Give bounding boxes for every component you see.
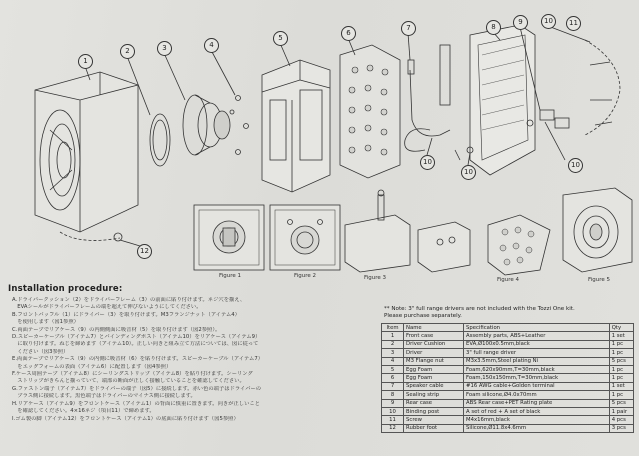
step-line: プラス側に接続します。黒色端子はドライバーのマイナス側に接続します。 [12, 393, 196, 400]
callout-10-right: 10 [568, 158, 583, 173]
header-item: Item [382, 324, 404, 332]
callout-10b: 10 [420, 155, 435, 170]
step-line: D.スピーカーケーブル（アイテム7）とバインディングポスト（アイテム10）をリアケース（アイテム9） [12, 334, 261, 341]
table-header-row [382, 324, 634, 332]
step-line: H.リアケース（アイテム9）をフロントケース（アイテム1）の背面に慎重に置きます。向きが正しいこと [12, 400, 260, 407]
cell: 10 [382, 407, 404, 415]
step-line: I.ゴム製の脚（アイテム12）をフロントケース（アイテム1）の底面に貼り付けます（図5参照） [12, 415, 239, 422]
cell: 1 pair [609, 407, 633, 415]
cell: 1 set [609, 382, 633, 390]
cell: 2 [382, 340, 404, 348]
header-name: Name [404, 324, 464, 332]
cell: 5 pcs [609, 399, 633, 407]
cell: Egg Foam [404, 365, 464, 373]
table-row [382, 382, 634, 390]
step-line: を使用します（図1参照） [12, 319, 79, 326]
step-line: EVAシールがドライバーフレームの端を超えて伸びないようにしてください。 [12, 304, 202, 311]
cell: Egg Foam [404, 374, 464, 382]
callout-10c: 10 [461, 165, 476, 180]
callout-1: 1 [78, 54, 93, 69]
cell: Rear case [404, 399, 464, 407]
cell: Screw [404, 416, 464, 424]
cell: Rubber foot [404, 424, 464, 432]
step-line: ください（図3参照） [12, 348, 69, 355]
step-line: G.ファストン端子（アイテム7）をドライバーの端子（図5）に接続します。赤い色の端子はドライバーの [12, 385, 262, 392]
cell: 5 [382, 365, 404, 373]
header-qty: Qty [609, 324, 633, 332]
cell: Speaker cable [404, 382, 464, 390]
table-row [382, 399, 634, 407]
header-specification: Specification [464, 324, 610, 332]
callout-4: 4 [204, 38, 219, 53]
cell: 12 [382, 424, 404, 432]
cell: ABS Rear case+PET Rating plate [464, 399, 610, 407]
cell: 4 [382, 357, 404, 365]
cell: Foam silicone,Ø4.0x70mm [464, 391, 610, 399]
step-line: A.ドライバークッション（2）をドライバーフレーム（3）の前面に貼り付けます。ネジ穴を揃え、 [12, 297, 246, 303]
note-line-1: ** Note: 3" full range drivers are not included with the Tozzi One kit. [384, 306, 575, 312]
callout-10: 10 [541, 14, 556, 29]
figure-2-label: Figure 2 [294, 273, 317, 279]
step-line: F.ケース周囲テープ（アイテム8）にシーリングストリップ（アイテム8）を貼り付けます。シーリング [12, 371, 253, 378]
cell: 1 pc [609, 365, 633, 373]
figure-4-label: Figure 4 [497, 277, 520, 283]
cell: A set of red + A set of black [464, 407, 610, 415]
callout-5: 5 [273, 31, 288, 46]
cell: 6 [382, 374, 404, 382]
cell: Foam,150x150mm,T=30mm,black [464, 374, 610, 382]
note-line-2: Please purchase separately. [384, 313, 462, 320]
cell: 3 pcs [609, 424, 633, 432]
callout-6: 6 [341, 26, 356, 41]
table-row [382, 391, 634, 399]
step-line: を確認してください。4×16ネジ（項目11）で締めます。 [12, 408, 155, 415]
table-row [382, 357, 634, 365]
cell: 1 pc [609, 340, 633, 348]
cell: M4x16mm,black [464, 416, 610, 424]
cell: M3 Flange nut [404, 357, 464, 365]
table-row [382, 416, 634, 424]
cell: 9 [382, 399, 404, 407]
cell: Binding post [404, 407, 464, 415]
cell: 3 [382, 349, 404, 357]
table-row [382, 407, 634, 415]
table-row [382, 424, 634, 432]
driver-note [384, 306, 634, 321]
cell: Front case [404, 332, 464, 340]
table-row [382, 374, 634, 382]
front-case-drawing [35, 72, 138, 232]
figure-5-label: Figure 5 [588, 277, 611, 283]
cell: 1 pc [609, 391, 633, 399]
cell: 7 [382, 382, 404, 390]
cell: Assembly parts, ABS+Leather [464, 332, 610, 340]
cell: 3" full range driver [464, 349, 610, 357]
table-row [382, 332, 634, 340]
table-row [382, 340, 634, 348]
table-row [382, 349, 634, 357]
cell: EVA,Ø100x0.5mm,black [464, 340, 610, 348]
cell: 8 [382, 391, 404, 399]
table-row [382, 365, 634, 373]
cell: Sealing strip [404, 391, 464, 399]
step-line: C.両面テープでリアケース（9）の内側側面に吸音材（5）を取り付けます（図2参照）。 [12, 326, 221, 333]
step-line: に取り付けます。ねじを締めます（アイテム10）。正しい向きと組み立て方法については、図に従って [12, 341, 259, 348]
callout-9: 9 [513, 15, 528, 30]
cell: 11 [382, 416, 404, 424]
cell: Driver [404, 349, 464, 357]
cell: Driver Cushion [404, 340, 464, 348]
callout-11-label: 11 [566, 16, 581, 31]
cell: 4 pcs [609, 416, 633, 424]
step-line: B.フロントバッフル（1）にドライバー（3）を取り付けます。M3フランジナット（アイテム4） [12, 311, 240, 318]
cell: 5 pcs [609, 357, 633, 365]
cell: 1 pc [609, 374, 633, 382]
step-line: をエッグフォームの表面（アイテム6）に配置します（図4参照） [12, 363, 172, 370]
callout-7: 7 [401, 21, 416, 36]
figure-3-label: Figure 3 [364, 275, 387, 281]
step-line: E.両面テープでリアケース（9）の内側に吸音材（6）を貼り付けます。スピーカーケーブル（アイテム7） [12, 356, 264, 363]
cell: 1 set [609, 332, 633, 340]
cell: 1 [382, 332, 404, 340]
installation-steps [12, 297, 372, 423]
callout-12: 12 [137, 244, 152, 259]
installation-title: Installation procedure: [8, 284, 123, 294]
cell: Foam,620x90mm,T=30mm,black [464, 365, 610, 373]
cell: #16 AWG cable+Golden terminal [464, 382, 610, 390]
cell: Silicone,Ø11.8x4.6mm [464, 424, 610, 432]
parts-table [381, 323, 634, 433]
step-line: ストリップがきちんと揃っていて、端部の断面が正しく接触していることを確認してください。 [12, 378, 245, 385]
cell: M3x3.5mm,Steel plating Ni [464, 357, 610, 365]
cell: 1 pc [609, 349, 633, 357]
callout-8: 8 [486, 20, 501, 35]
callout-3: 3 [157, 41, 172, 56]
callout-2: 2 [120, 44, 135, 59]
figure-1-label: Figure 1 [219, 273, 242, 279]
